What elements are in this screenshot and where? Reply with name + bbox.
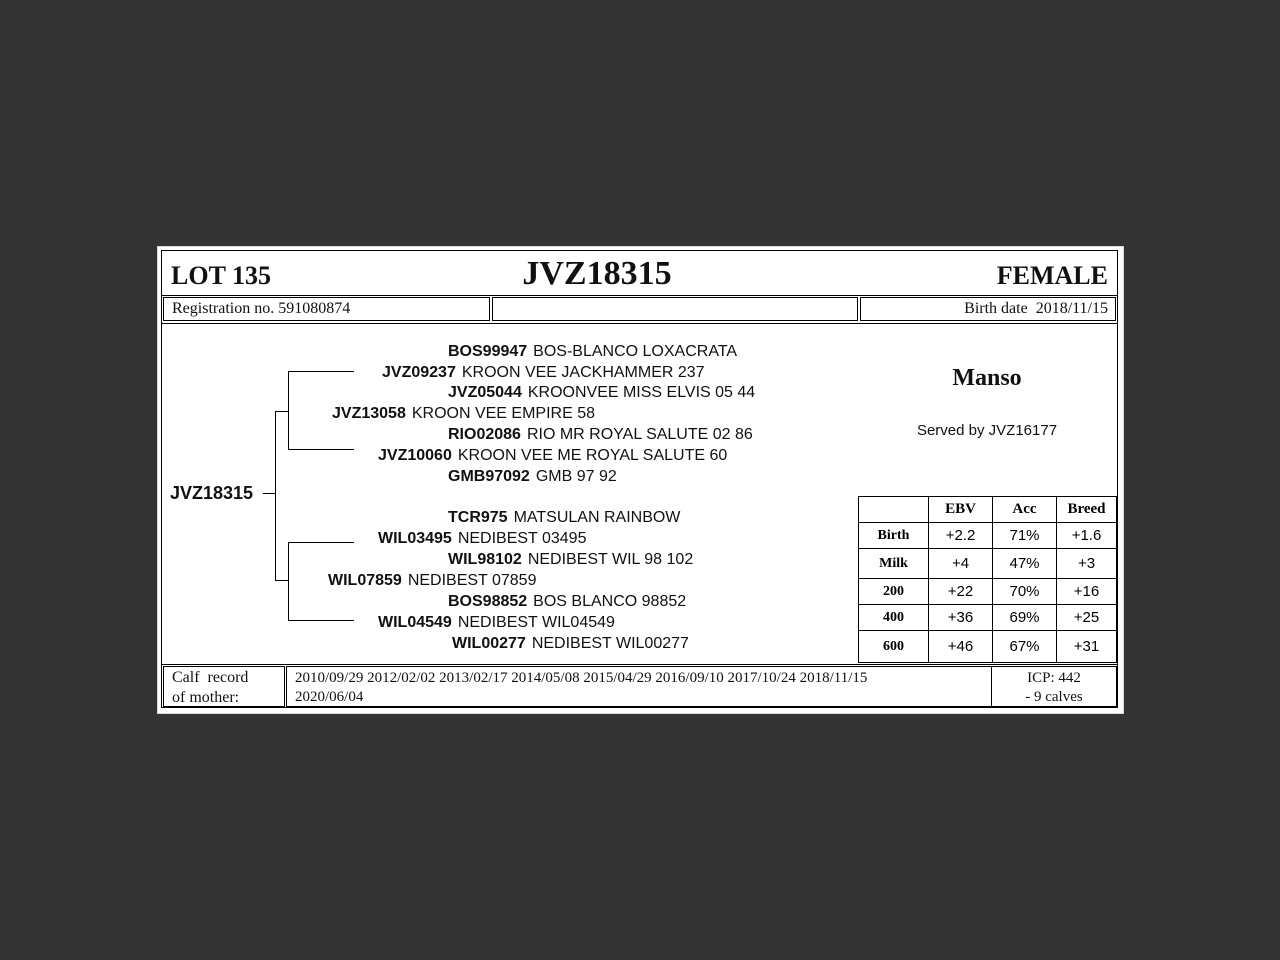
calf-dates-line2: 2020/06/04 [295, 689, 364, 705]
calf-dates-box [286, 666, 992, 707]
row-label-200: 200 [858, 578, 929, 605]
icp-box [991, 666, 1117, 707]
card-frame [161, 250, 1118, 708]
acc-400: 69% [992, 604, 1057, 631]
acc-600: 67% [992, 630, 1057, 663]
row-label-milk: Milk [858, 548, 929, 579]
pedigree-animal: JVZ18315 [170, 483, 254, 503]
birth-date-label: Birth date [964, 300, 1028, 317]
ebv-birth: +2.2 [928, 522, 993, 549]
calf-dates-line1: 2010/09/29 2012/02/02 2013/02/17 2014/05/08 2015/04/29 2016/09/10 2017/10/24 2018/11/15 [295, 670, 868, 686]
ebv-400: +36 [928, 604, 993, 631]
pedigree-entry: JVZ05044 KROONVEE MISS ELVIS 05 44 [448, 384, 756, 401]
info-divider [162, 323, 1117, 324]
calves-count: - 9 calves [1025, 689, 1083, 705]
ebv-600: +46 [928, 630, 993, 663]
pedigree-entry: WIL04549 NEDIBEST WIL04549 [378, 614, 615, 631]
acc-milk: 47% [992, 548, 1057, 579]
pedigree-entry: WIL98102 NEDIBEST WIL 98 102 [448, 551, 694, 568]
ebv-table-corner [858, 496, 929, 523]
tree-line [275, 411, 276, 581]
row-label-600: 600 [858, 630, 929, 663]
sex-label: FEMALE [996, 261, 1108, 290]
calf-record-label-line1: Calf record [172, 669, 249, 686]
ebv-milk: +4 [928, 548, 993, 579]
info-middle-box [492, 297, 858, 321]
breed-birth: +1.6 [1056, 522, 1117, 549]
tree-line [288, 542, 289, 621]
tree-line [275, 580, 288, 581]
breed-200: +16 [1056, 578, 1117, 605]
tree-line [288, 449, 354, 450]
acc-birth: 71% [992, 522, 1057, 549]
icp-value: ICP: 442 [1027, 670, 1081, 686]
row-label-birth: Birth [858, 522, 929, 549]
pedigree-entry: JVZ09237 KROON VEE JACKHAMMER 237 [382, 364, 705, 381]
birth-date [964, 300, 1108, 318]
pedigree-entry: WIL07859 NEDIBEST 07859 [328, 572, 537, 589]
pedigree-entry: WIL00277 NEDIBEST WIL00277 [452, 635, 689, 652]
pedigree-entry: GMB97092 GMB 97 92 [448, 468, 617, 485]
breed-header: Breed [1056, 496, 1117, 523]
ebv-200: +22 [928, 578, 993, 605]
breed-600: +31 [1056, 630, 1117, 663]
pedigree-entry: BOS98852 BOS BLANCO 98852 [448, 593, 687, 610]
tree-line [288, 371, 289, 450]
calf-record-label-line2: of mother: [172, 689, 240, 706]
animal-id-title: JVZ18315 [522, 255, 672, 292]
breed-milk: +3 [1056, 548, 1117, 579]
birth-date-value: 2018/11/15 [1035, 300, 1108, 317]
ebv-header: EBV [928, 496, 993, 523]
header-divider [162, 295, 1117, 296]
tree-line [288, 371, 354, 372]
animal-name: Manso [952, 365, 1022, 391]
acc-header: Acc [992, 496, 1057, 523]
calf-record-label-box [163, 666, 285, 707]
lot-number: LOT 135 [171, 261, 271, 290]
pedigree-entry: RIO02086 RIO MR ROYAL SALUTE 02 86 [448, 426, 753, 443]
calf-divider [162, 664, 1117, 665]
lot-card [157, 246, 1124, 714]
pedigree-entry: BOS99947 BOS-BLANCO LOXACRATA [448, 343, 738, 360]
pedigree-entry: JVZ13058 KROON VEE EMPIRE 58 [332, 405, 596, 422]
pedigree-entry: WIL03495 NEDIBEST 03495 [378, 530, 587, 547]
acc-200: 70% [992, 578, 1057, 605]
registration-number: Registration no. 591080874 [172, 300, 351, 317]
pedigree-entry: TCR975 MATSULAN RAINBOW [448, 509, 681, 526]
tree-line [275, 411, 288, 412]
registration-box [163, 297, 490, 321]
served-by: Served by JVZ16177 [916, 422, 1058, 439]
breed-400: +25 [1056, 604, 1117, 631]
birth-date-box [860, 297, 1116, 321]
pedigree-entry: JVZ10060 KROON VEE ME ROYAL SALUTE 60 [378, 447, 728, 464]
tree-line [288, 542, 354, 543]
row-label-400: 400 [858, 604, 929, 631]
tree-line [288, 620, 354, 621]
